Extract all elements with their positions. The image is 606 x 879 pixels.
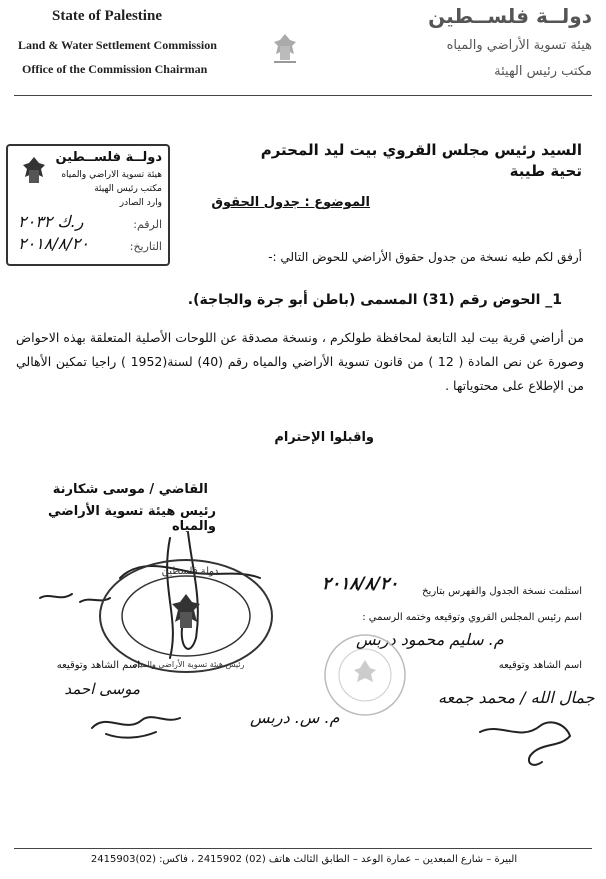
receipt-date-handwritten: ٢٠١٨/٨/٢٠ — [322, 574, 399, 594]
stamp-line3: مكتب رئيس الهيئة — [94, 184, 162, 194]
footer-address: البيرة – شارع المبعدين – عمارة الوعد – الطابق الثالث هاتف (02) 2415902 ، فاكس: (02)2415903 — [90, 854, 518, 865]
stamp-ref-value: ر.ك ٢٠٣٢ — [18, 212, 84, 231]
header-en-commission: Land & Water Settlement Commission — [18, 38, 217, 52]
stamp-ref-label: الرقم: — [133, 218, 162, 231]
recipient-line: السيد رئيس مجلس القروي بيت ليد المحترم — [260, 141, 582, 159]
witness2-signature — [86, 704, 186, 748]
intro-line: أرفق لكم طيه نسخة من جدول حقوق الأراضي للحوض التالي :- — [268, 250, 582, 264]
incoming-stamp — [6, 144, 170, 266]
basin-item: 1_ الحوض رقم (31) المسمى (باطن أبو جرة والجاجة). — [187, 292, 562, 308]
witness2-label: اسم الشاهد وتوقيعه — [56, 660, 140, 671]
witness1-name-handwritten: جمال الله / محمد جمعه — [438, 688, 595, 707]
header-en-office: Office of the Commission Chairman — [22, 62, 208, 76]
eagle-emblem-icon — [268, 30, 302, 68]
signer-name: القاضي / موسى شكارنة — [52, 482, 208, 497]
round-seal-top-text: دولة فلسطين — [161, 566, 219, 577]
closing-line: واقبلوا الإحترام — [274, 430, 374, 445]
stamp-title: دولــة فلســطين — [55, 150, 162, 165]
receipt-line: استلمت نسخة الجدول والفهرس بتاريخ — [422, 586, 582, 597]
middle-signature-handwritten: م. س. دربس — [250, 708, 340, 727]
stamp-date-value: ٢٠١٨/٨/٢٠ — [18, 234, 89, 253]
stamp-emblem-icon — [18, 154, 50, 196]
stamp-line4: وارد الصادر — [119, 198, 162, 208]
header-ar-title: دولــة فلســطين — [428, 4, 592, 28]
greeting-line: تحية طيبة — [509, 162, 582, 180]
body-paragraph: من أراضي قرية بيت ليد التابعة لمحافظة طولكرم ، ونسخة مصدقة عن اللوحات الأصلية المتعلقة بهذه الاحواض وصورة عن نص المادة ( 12 ) من قانون تسوية الأراضي والمياه رقم (40) لسنة(1952 ) راجيا تمكين الأهالي من الإطلاع على محتوياتها . — [16, 330, 584, 393]
stamp-line2: هيئة تسوية الاراضي والمياه — [61, 170, 162, 180]
council-head-name-handwritten: م. سليم محمود دربس — [356, 630, 504, 649]
footer-divider — [14, 848, 592, 849]
signer-title: رئيس هيئة تسوية الأراضي والمياه — [48, 504, 216, 534]
header-en-title: State of Palestine — [52, 8, 162, 24]
header-ar-commission: هيئة تسوية الأراضي والمياه — [446, 38, 592, 53]
council-head-label: اسم رئيس المجلس القروي وتوقيعه وختمه الرسمي : — [362, 612, 582, 623]
header-ar-office: مكتب رئيس الهيئة — [494, 64, 592, 79]
witness1-label: اسم الشاهد وتوقيعه — [498, 660, 582, 671]
witness2-name-handwritten: موسى احمد — [64, 680, 140, 698]
header-divider — [14, 95, 592, 96]
subject-line: الموضوع : جدول الحقوق — [211, 195, 370, 210]
stamp-date-label: التاريخ: — [129, 240, 162, 253]
witness1-signature — [470, 712, 580, 776]
round-seal-bottom-text: رئيس هيئة تسوية الأراضي والمياه — [133, 660, 245, 669]
